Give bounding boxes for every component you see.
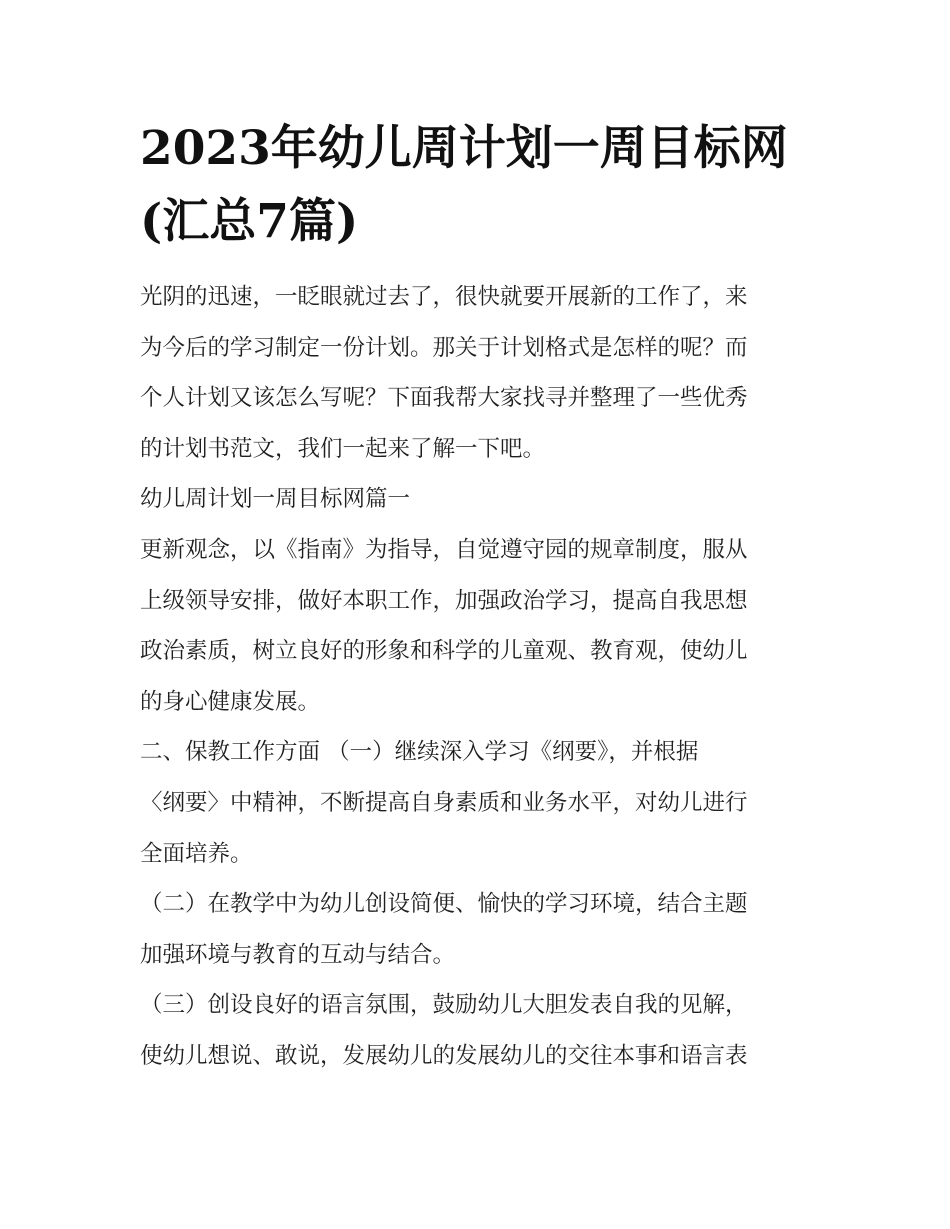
- title-line: (汇总7篇): [140, 194, 359, 249]
- text-line: 〈纲要〉中精神，不断提高自身素质和业务水平，对幼儿进行: [140, 789, 748, 816]
- text-line: 加强环境与教育的互动与结合。: [140, 941, 456, 968]
- document-title: [140, 112, 820, 258]
- paragraph-care-education: [140, 727, 820, 879]
- title-line: 2023年幼儿周计划一周目标网: [140, 121, 788, 176]
- text-line: 的身心健康发展。: [140, 688, 321, 715]
- text-line: 的计划书范文，我们一起来了解一下吧。: [140, 435, 546, 462]
- text-line: 使幼儿想说、敢说，发展幼儿的发展幼儿的交往本事和语言表: [140, 1042, 748, 1069]
- text-line: 全面培养。: [140, 840, 253, 867]
- text-line: 政治素质，树立良好的形象和科学的儿童观、教育观，使幼儿: [140, 638, 748, 665]
- paragraph-goals: [140, 525, 820, 727]
- text-line: 个人计划又该怎么写呢？下面我帮大家找寻并整理了一些优秀: [140, 385, 748, 412]
- document-content: [140, 112, 820, 1082]
- text-line: 为今后的学习制定一份计划。那关于计划格式是怎样的呢？而: [140, 334, 748, 361]
- text-line: （二）在教学中为幼儿创设简便、愉快的学习环境，结合主题: [140, 891, 748, 918]
- paragraph-intro: [140, 272, 820, 474]
- text-line: 更新观念，以《指南》为指导，自觉遵守园的规章制度，服从: [140, 536, 748, 563]
- text-line: 上级领导安排，做好本职工作，加强政治学习，提高自我思想: [140, 587, 748, 614]
- paragraph-item-three: [140, 980, 820, 1081]
- text-line: 光阴的迅速，一眨眼就过去了，很快就要开展新的工作了，来: [140, 284, 748, 310]
- text-line: 幼儿周计划一周目标网篇一: [140, 486, 411, 513]
- paragraph-item-two: [140, 879, 820, 980]
- text-line: （三）创设良好的语言氛围，鼓励幼儿大胆发表自我的见解，: [140, 992, 748, 1019]
- text-line: 二、保教工作方面 （一）继续深入学习《纲要》，并根据: [140, 739, 699, 766]
- section-heading: [140, 474, 820, 525]
